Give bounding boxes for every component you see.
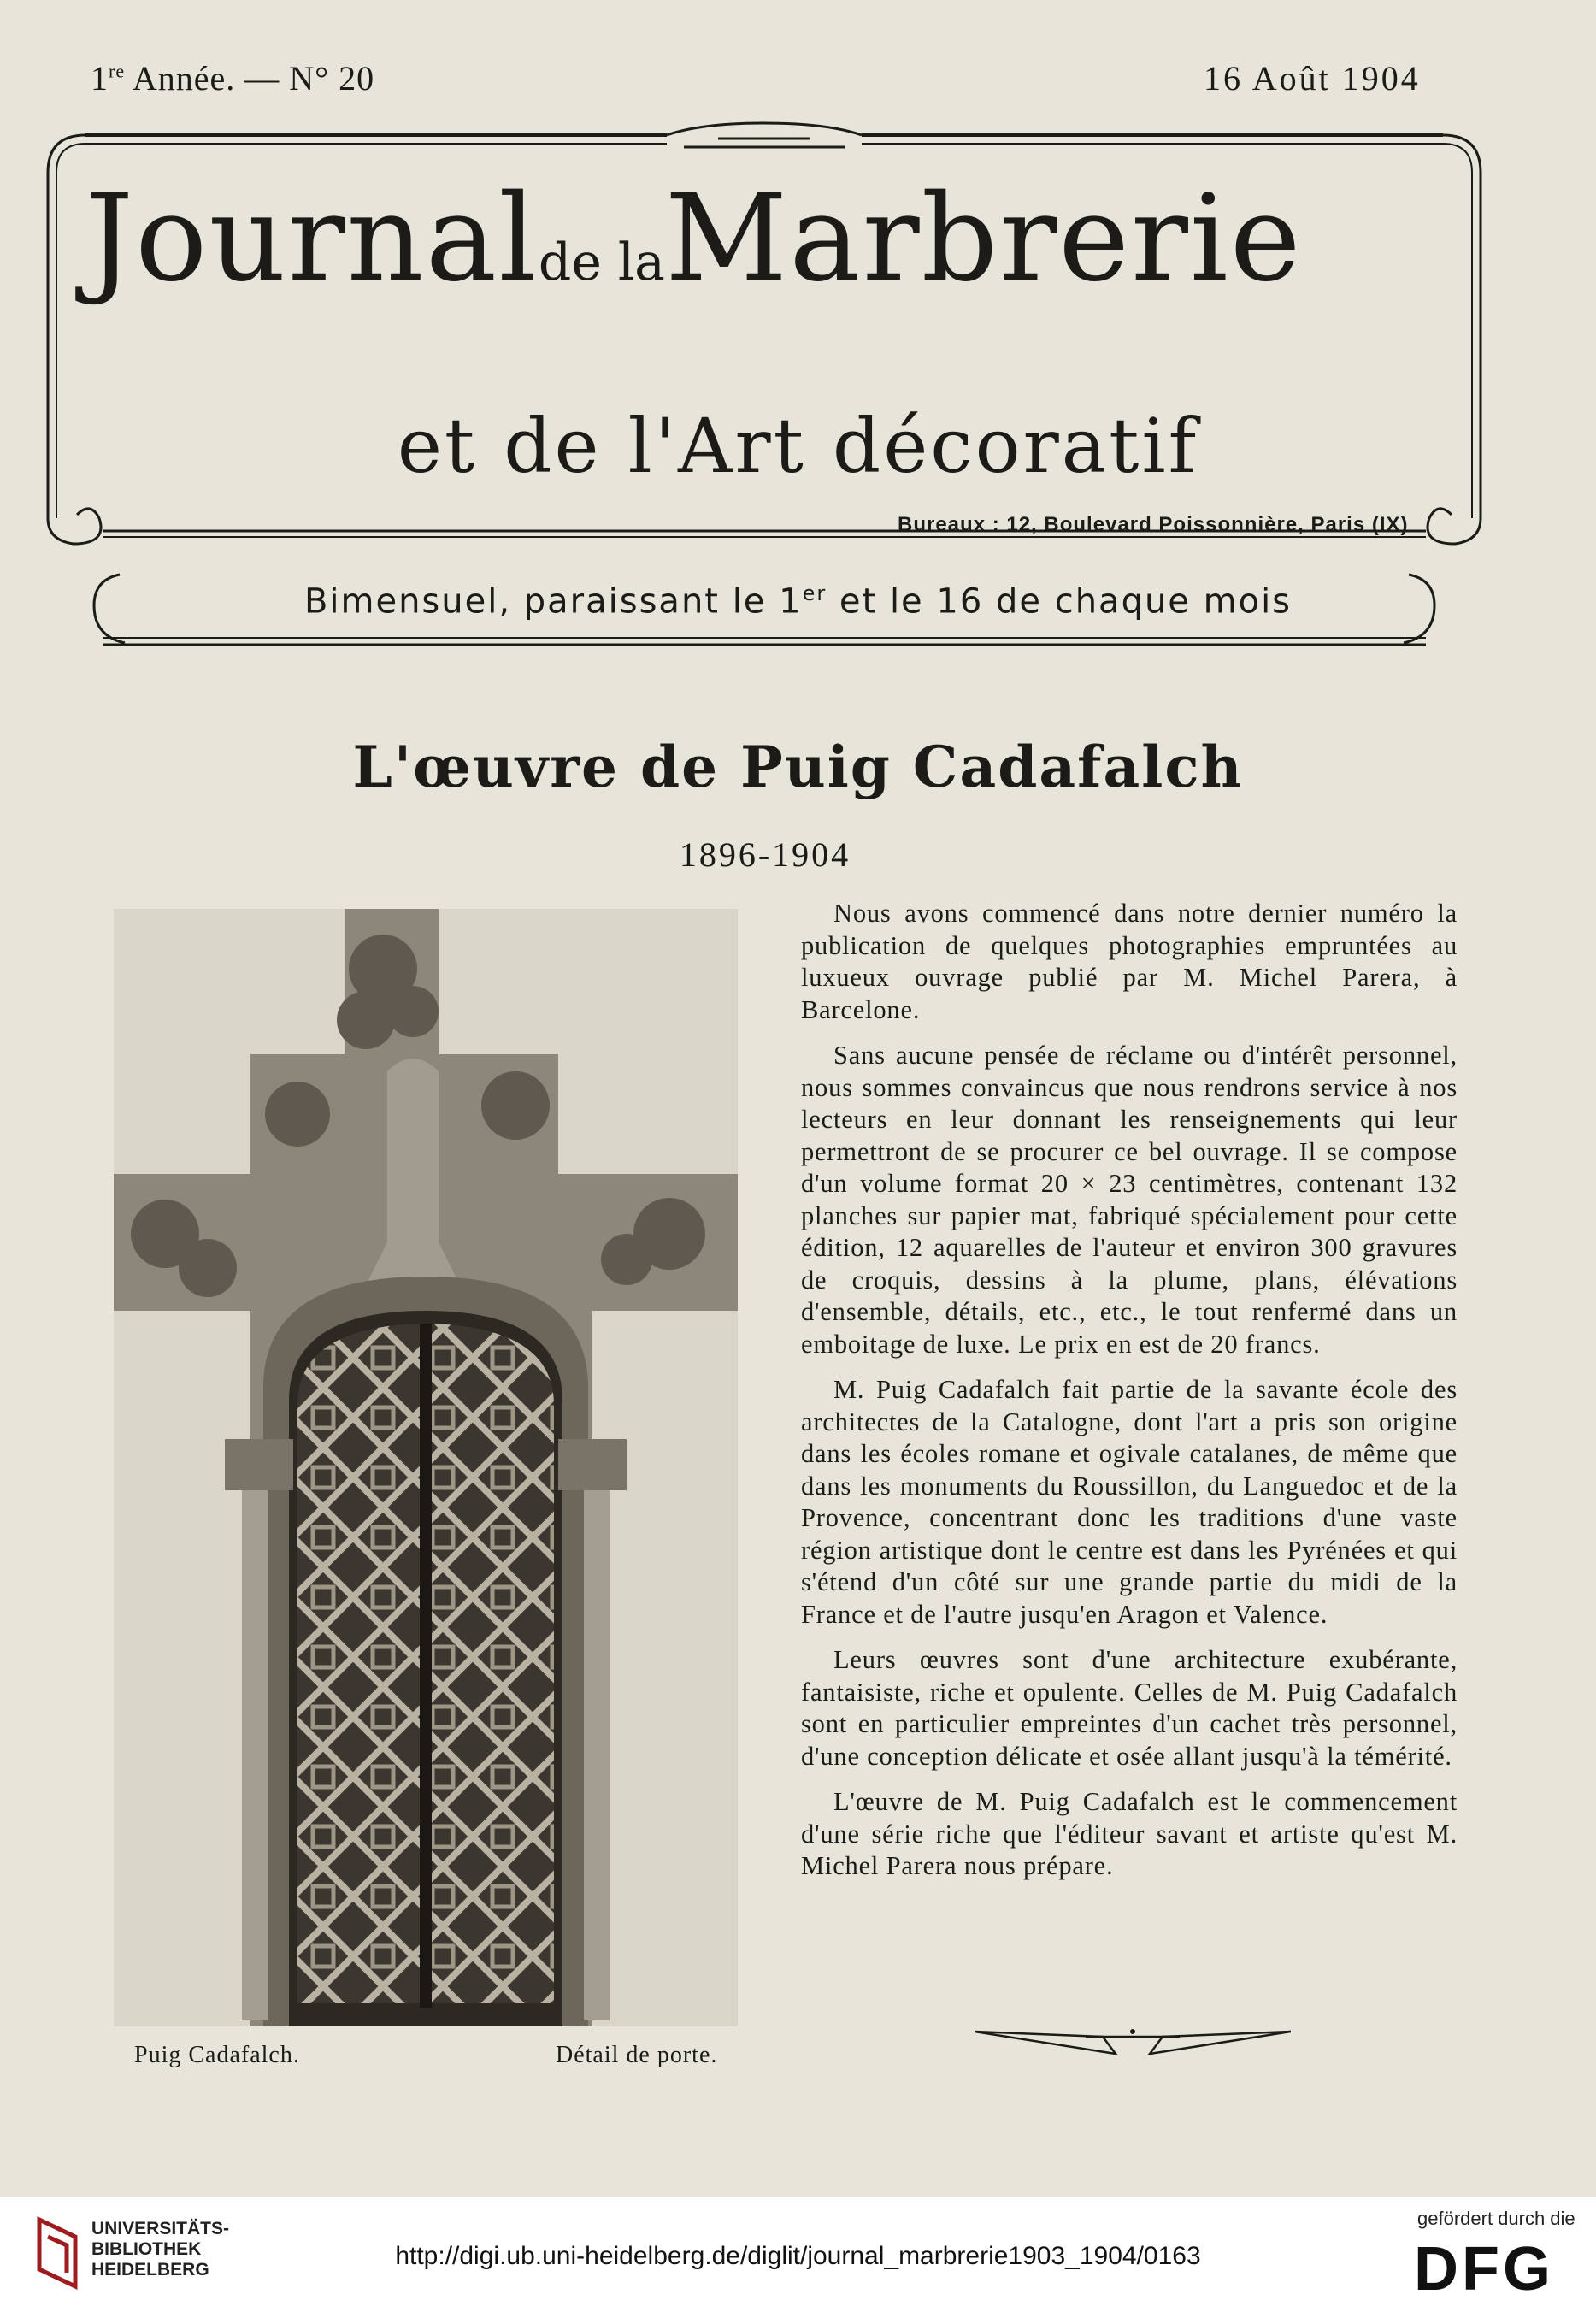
article-paragraph: M. Puig Cadafalch fait partie de la savante école des architectes de la Catalogne, dont l'art a pris son origine dans les écoles romane et ogivale catalanes, de même que dans les monuments du Roussillon, du Languedoc et de la Provence, concentrant donc les traditions d'une vaste région artistique dont le centre est dans les Pyrénées et qui s'étend d'un côté sur une grande partie du midi de la France et de l'autre jusqu'en Aragon et Valence. — [801, 1375, 1458, 1629]
article-paragraph: L'œuvre de M. Puig Cadafalch est le commencement d'une série riche que l'éditeur savant et artiste qu'est M. Michel Parera nous prépare. — [801, 1787, 1458, 1880]
journal-title: Journalde laMarbrerie — [85, 169, 1303, 309]
caption-subject: Détail de porte. — [556, 2042, 718, 2068]
office-address: Bureaux : 12, Boulevard Poissonnière, Paris (IX) — [898, 513, 1409, 536]
article-body — [801, 898, 1458, 1896]
dfg-logo: DFG — [1414, 2235, 1554, 2303]
article-paragraph: Leurs œuvres sont d'une architecture exubérante, fantaisiste, riche et opulente. Celles de M. Puig Cadafalch sont en particulier empreintes d'un cachet très personnel, d'une conception délicate et osée allant jusqu'à la témérité. — [801, 1645, 1458, 1771]
article-title: L'œuvre de Puig Cadafalch — [352, 734, 1244, 800]
article-dates: 1896-1904 — [679, 835, 851, 874]
door-photograph — [114, 909, 738, 2026]
issue-number: 1re Année. — N° 20 — [91, 59, 375, 97]
library-name: UNIVERSITÄTS- BIBLIOTHEK HEIDELBERG — [91, 2219, 230, 2280]
end-ornament — [975, 2028, 1291, 2057]
funding-note: gefördert durch die — [1417, 2208, 1575, 2229]
article-paragraph: Nous avons commencé dans notre dernier numéro la publication de quelques photographies empruntées au luxueux ouvrage publié par M. Michel Parera, à Barcelone. — [801, 899, 1458, 1024]
caption-author: Puig Cadafalch. — [134, 2042, 300, 2068]
source-url[interactable]: http://digi.ub.uni-heidelberg.de/diglit/journal_marbrerie1903_1904/0163 — [395, 2242, 1201, 2270]
issue-date: 16 Août 1904 — [1204, 59, 1421, 97]
periodicity-line: Bimensuel, paraissant le 1er et le 16 de chaque mois — [303, 581, 1293, 622]
article-paragraph: Sans aucune pensée de réclame ou d'intérêt personnel, nous sommes convaincus que nous rendrons service à nos lecteurs en leur donnant les renseignements qui leur permettront de se procurer ce bel ouvrage. Il se compose d'un volume format 20 × 23 centimètres, contenant 132 planches sur papier mat, fabriqué spécialement pour cette édition, 12 aquarelles de l'auteur et environ 300 gravures de croquis, dessins à la plume, plans, élévations d'ensemble, détails, etc., etc., le tout renfermé dans un emboitage de luxe. Le prix en est de 20 francs. — [801, 1041, 1458, 1359]
journal-subtitle: et de l'Art décoratif — [397, 402, 1199, 490]
